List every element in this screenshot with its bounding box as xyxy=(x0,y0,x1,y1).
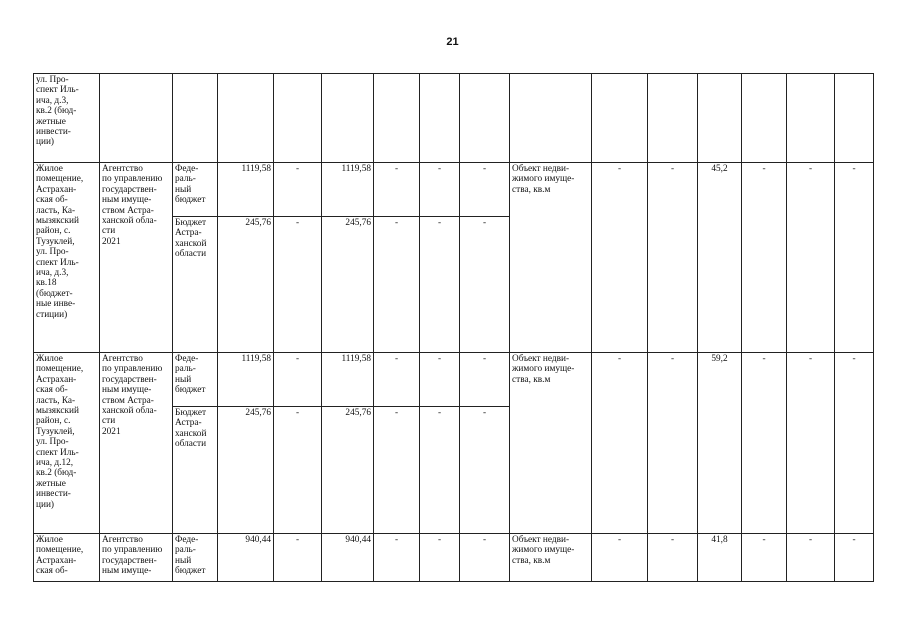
value-cell: - xyxy=(420,163,460,217)
value-cell: - xyxy=(787,163,835,353)
agency-cell: Агентство по управлению государствен- ным имуще- xyxy=(100,534,173,582)
source-cell: Феде- раль- ный бюджет xyxy=(173,534,218,582)
result-cell: Объект недви- жимого имуще- ства, кв.м xyxy=(510,353,592,534)
value-cell: - xyxy=(592,534,648,582)
table-row xyxy=(34,163,874,217)
empty-cell xyxy=(510,74,592,163)
value-cell: - xyxy=(274,353,322,407)
value-cell: - xyxy=(787,534,835,582)
empty-cell xyxy=(742,74,787,163)
value-cell: - xyxy=(460,353,510,407)
empty-cell xyxy=(648,74,698,163)
value-cell: - xyxy=(648,534,698,582)
agency-cell xyxy=(100,74,173,163)
total-cell: 1119,58 xyxy=(218,163,274,217)
value-cell: - xyxy=(742,163,787,353)
empty-cell xyxy=(835,74,874,163)
value-cell: - xyxy=(274,407,322,534)
page-number: 21 xyxy=(446,36,459,48)
value-cell: - xyxy=(274,163,322,217)
value-cell: 245,76 xyxy=(322,407,374,534)
value-cell: - xyxy=(648,353,698,534)
value-cell: 1119,58 xyxy=(322,163,374,217)
value-cell: - xyxy=(374,217,420,353)
table-row xyxy=(34,353,874,407)
value-cell: - xyxy=(648,163,698,353)
value-cell: 1119,58 xyxy=(322,353,374,407)
empty-cell xyxy=(698,74,742,163)
empty-cell xyxy=(420,74,460,163)
total-cell: 245,76 xyxy=(218,407,274,534)
budget-table xyxy=(33,73,874,582)
total-cell: 940,44 xyxy=(218,534,274,582)
agency-cell: Агентство по управлению государствен- ным имуще- ством Астра- ханской обла- сти 2021 xyxy=(100,163,173,353)
total-cell: 245,76 xyxy=(218,217,274,353)
value-cell: - xyxy=(374,163,420,217)
value-cell: - xyxy=(460,163,510,217)
value-cell: - xyxy=(420,407,460,534)
empty-cell xyxy=(787,74,835,163)
value-cell: - xyxy=(420,217,460,353)
result-cell: Объект недви- жимого имуще- ства, кв.м xyxy=(510,534,592,582)
agency-cell: Агентство по управлению государствен- ным имуще- ством Астра- ханской обла- сти 2021 xyxy=(100,353,173,534)
value-cell: - xyxy=(835,353,874,534)
value-cell: - xyxy=(835,534,874,582)
empty-cell xyxy=(374,74,420,163)
empty-cell xyxy=(274,74,322,163)
value-cell: - xyxy=(742,534,787,582)
value-cell: - xyxy=(592,353,648,534)
value-cell: - xyxy=(374,353,420,407)
value-cell: - xyxy=(274,217,322,353)
value-cell: - xyxy=(460,534,510,582)
empty-cell xyxy=(322,74,374,163)
value-cell: - xyxy=(592,163,648,353)
value-cell: - xyxy=(374,534,420,582)
value-cell: 245,76 xyxy=(322,217,374,353)
value-cell: - xyxy=(460,217,510,353)
value-cell: - xyxy=(742,353,787,534)
empty-cell xyxy=(592,74,648,163)
object-cell: ул. Про- спект Иль- ича, д.3, кв.2 (бюд- жетные инвести- ции) xyxy=(34,74,100,163)
area-cell: 45,2 xyxy=(698,163,742,353)
source-cell xyxy=(173,74,218,163)
source-cell: Феде- раль- ный бюджет xyxy=(173,353,218,407)
value-cell: - xyxy=(835,163,874,353)
value-cell: - xyxy=(274,534,322,582)
object-cell: Жилое помещение, Астрахан- ская об- xyxy=(34,534,100,582)
result-cell: Объект недви- жимого имуще- ства, кв.м xyxy=(510,163,592,353)
source-cell: Бюджет Астра- ханской области xyxy=(173,217,218,353)
empty-cell xyxy=(218,74,274,163)
value-cell: - xyxy=(420,534,460,582)
table-row xyxy=(34,74,874,163)
total-cell: 1119,58 xyxy=(218,353,274,407)
object-cell: Жилое помещение, Астрахан- ская об- ласть, Ка- мызякский район, с. Тузуклей, ул. Про- спект Иль- ича, д.3, кв.18 (бюджет- ные инве- стиции) xyxy=(34,163,100,353)
value-cell: 940,44 xyxy=(322,534,374,582)
area-cell: 41,8 xyxy=(698,534,742,582)
object-cell: Жилое помещение, Астрахан- ская об- ласть, Ка- мызякский район, с. Тузуклей, ул. Про- спект Иль- ича, д.12, кв.2 (бюд- жетные инвести- ции) xyxy=(34,353,100,534)
table-row xyxy=(34,534,874,582)
value-cell: - xyxy=(460,407,510,534)
source-cell: Феде- раль- ный бюджет xyxy=(173,163,218,217)
value-cell: - xyxy=(787,353,835,534)
value-cell: - xyxy=(420,353,460,407)
source-cell: Бюджет Астра- ханской области xyxy=(173,407,218,534)
value-cell: - xyxy=(374,407,420,534)
area-cell: 59,2 xyxy=(698,353,742,534)
empty-cell xyxy=(460,74,510,163)
